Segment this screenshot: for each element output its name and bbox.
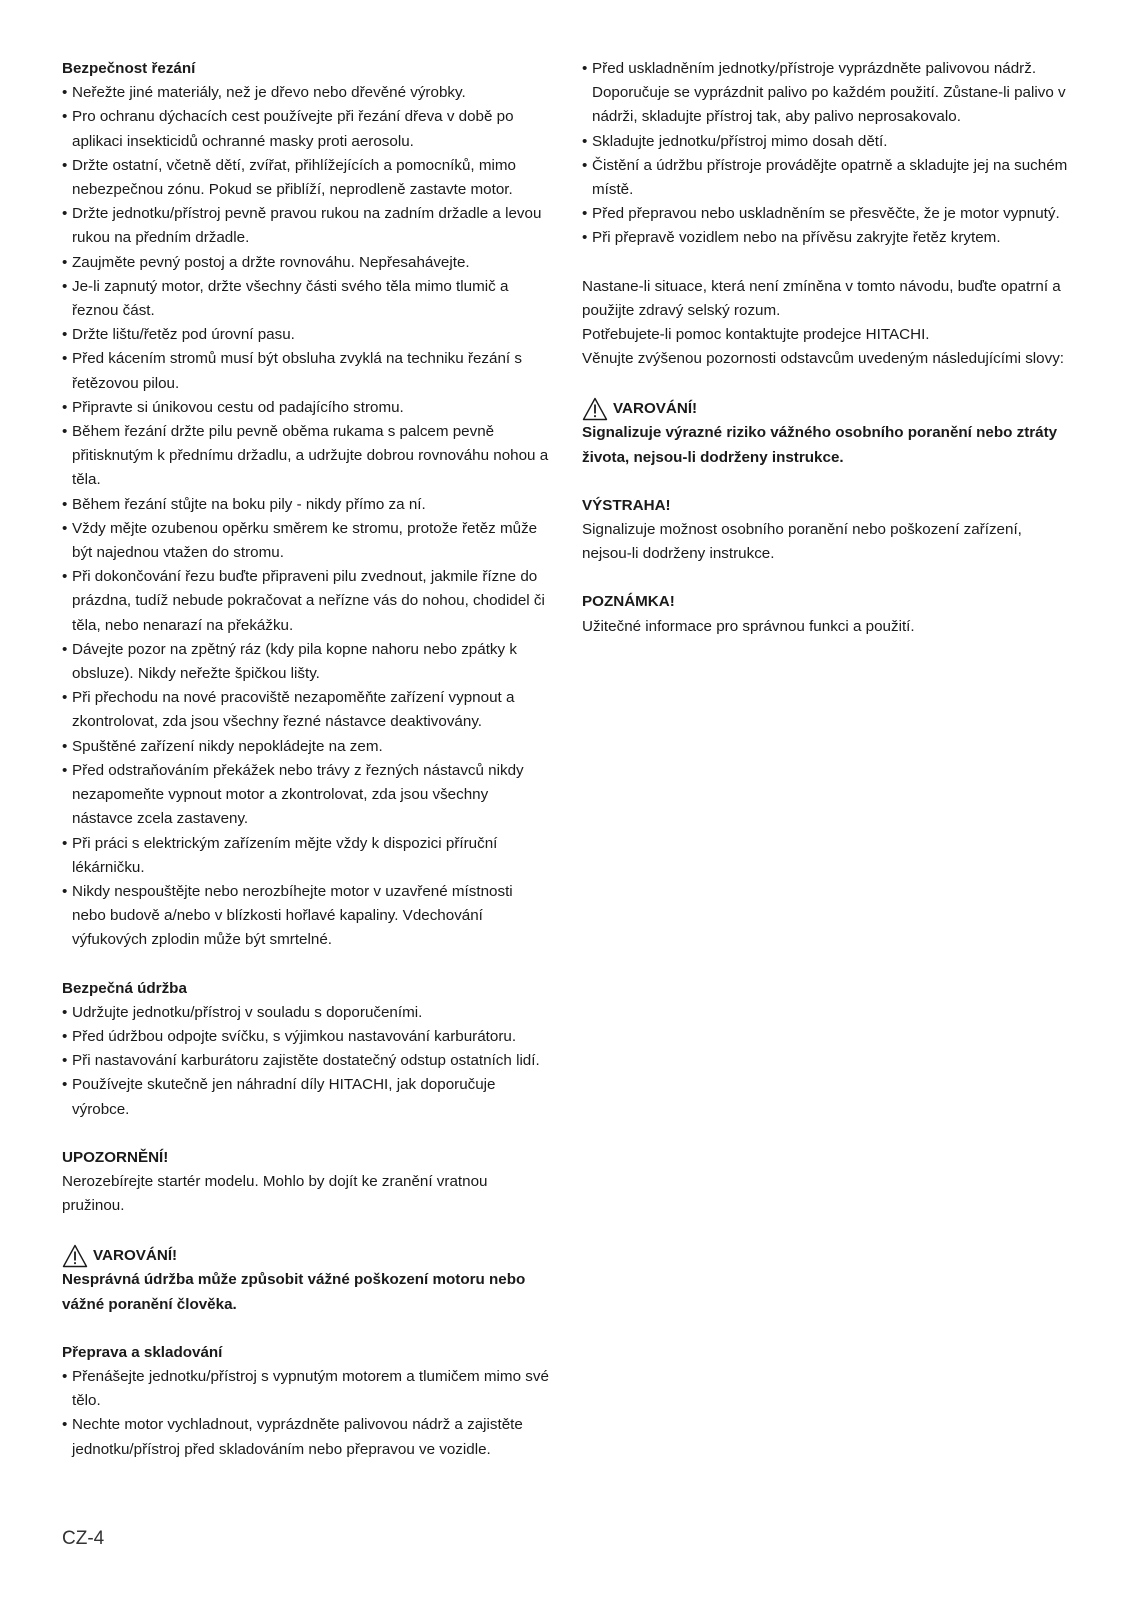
list-item: • Udržujte jednotku/přístroj v souladu s doporučeními. (62, 1001, 550, 1025)
list-item: • Při nastavování karburátoru zajistěte dostatečný odstup ostatních lidí. (62, 1049, 550, 1073)
list-item: • Při práci s elektrickým zařízením mějte vždy k dispozici příruční lékárničku. (62, 832, 550, 880)
intro-paragraph (582, 275, 1072, 372)
cutting-safety-list (62, 81, 550, 952)
list-item: • Připravte si únikovou cestu od padajícího stromu. (62, 396, 550, 420)
list-item: • Před údržbou odpojte svíčku, s výjimkou nastavování karburátoru. (62, 1025, 550, 1049)
list-item: • Pro ochranu dýchacích cest používejte při řezání dřeva v době po aplikaci insekticidů ochranné masky proti aerosolu. (62, 105, 550, 153)
right-column (582, 57, 1072, 639)
list-item: • Držte lištu/řetěz pod úrovní pasu. (62, 323, 550, 347)
list-item: • Před přepravou nebo uskladněním se přesvěčte, že je motor vypnutý. (582, 202, 1072, 226)
list-item: • Během řezání stůjte na boku pily - nikdy přímo za ní. (62, 493, 550, 517)
warning-heading-label: VAROVÁNÍ! (613, 400, 698, 418)
list-item: • Při přechodu na nové pracoviště nezapoměňte zařízení vypnout a zkontrolovat, zda jsou všechny řezné nástavce deaktivovány. (62, 686, 550, 734)
list-item: • Používejte skutečně jen náhradní díly HITACHI, jak doporučuje výrobce. (62, 1073, 550, 1121)
list-item: • Držte jednotku/přístroj pevně pravou rukou na zadním držadle a levou rukou na předním držadle. (62, 202, 550, 250)
warning-heading (582, 395, 1072, 421)
list-item: • Přenášejte jednotku/přístroj s vypnutým motorem a tlumičem mimo své tělo. (62, 1365, 550, 1413)
warning-triangle-icon (62, 1244, 88, 1268)
section-heading-transport: Přeprava a skladování (62, 1343, 223, 1361)
list-item: • Vždy mějte ozubenou opěrku směrem ke stromu, protože řetěz může být najednou vtažen do stromu. (62, 517, 550, 565)
caution-text: Nerozebírejte startér modelu. Mohlo by dojít ke zranění vratnou pružinou. (62, 1172, 488, 1215)
list-item: • Před odstraňováním překážek nebo trávy z řezných nástavců nikdy nezapomeňte vypnout motor a zkontrolovat, zda jsou všechny nástavce zcela zastaveny. (62, 759, 550, 832)
list-item: • Dávejte pozor na zpětný ráz (kdy pila kopne nahoru nebo zpátky k obsluze). Nikdy neřežte špičkou lišty. (62, 638, 550, 686)
list-item: • Skladujte jednotku/přístroj mimo dosah dětí. (582, 130, 1072, 154)
list-item: • Zaujměte pevný postoj a držte rovnováhu. Nepřesahávejte. (62, 251, 550, 275)
page-number: CZ-4 (62, 1528, 105, 1549)
transport-list (62, 1365, 550, 1462)
list-item: • Neřežte jiné materiály, než je dřevo nebo dřevěné výrobky. (62, 81, 550, 105)
left-column (62, 57, 550, 1462)
alert-definition: Signalizuje možnost osobního poranění nebo poškození zařízení, nejsou-li dodrženy instrukce. (582, 521, 1022, 563)
intro-line: Věnujte zvýšenou pozornosti odstavcům uvedeným následujícími slovy: (582, 350, 1065, 368)
note-heading: POZNÁMKA! (582, 593, 675, 611)
safe-maintenance-list (62, 1001, 550, 1122)
warning-text: Nesprávná údržba může způsobit vážné poškození motoru nebo vážné poranění člověka. (62, 1271, 526, 1313)
warning-definition: Signalizuje výrazné riziko vážného osobního poranění nebo ztráty života, nejsou-li dodrženy instrukce. (582, 424, 1058, 466)
warning-heading (62, 1242, 550, 1268)
warning-heading-label: VAROVÁNÍ! (93, 1247, 178, 1265)
list-item: • Před uskladněním jednotky/přístroje vyprázdněte palivovou nádrž. Doporučuje se vyprázdnit palivo po každém použití. Zůstane-li palivo v nádrži, skladujte přístroj tak, aby palivo neprosakovalo. (582, 57, 1072, 130)
list-item: • Před kácením stromů musí být obsluha zvyklá na techniku řezání s řetězovou pilou. (62, 347, 550, 395)
list-item: • Při dokončování řezu buďte připraveni pilu zvednout, jakmile řízne do prázdna, tudíž nebude pokračovat a neřízne vás do nohou, chodidel či těla, nebo nenarazí na překážku. (62, 565, 550, 638)
intro-line: Nastane-li situace, která není zmíněna v tomto návodu, buďte opatrní a použijte zdravý selský rozum. (582, 277, 1061, 319)
list-item: • Je-li zapnutý motor, držte všechny části svého těla mimo tlumič a řeznou část. (62, 275, 550, 323)
list-item: • Během řezání držte pilu pevně oběma rukama s palcem pevně přitisknutým k přednímu držadlu, a udržujte dobrou rovnováhu nohou a těla. (62, 420, 550, 493)
warning-triangle-icon (582, 397, 608, 421)
transport-continued-list (582, 57, 1072, 251)
list-item: • Držte ostatní, včetně dětí, zvířat, přihlížejících a pomocníků, mimo nebezpečnou zónu. Pokud se přiblíží, neprodleně zastavte motor. (62, 154, 550, 202)
list-item: • Nechte motor vychladnout, vyprázdněte palivovou nádrž a zajistěte jednotku/přístroj před skladováním nebo přepravou ve vozidle. (62, 1413, 550, 1461)
caution-heading: UPOZORNĚNÍ! (62, 1148, 169, 1166)
list-item: • Spuštěné zařízení nikdy nepokládejte na zem. (62, 735, 550, 759)
note-definition: Užitečné informace pro správnou funkci a použití. (582, 617, 915, 635)
section-heading-safe-maintenance: Bezpečná údržba (62, 979, 187, 997)
alert-heading: VÝSTRAHA! (582, 496, 671, 514)
list-item: • Čistění a údržbu přístroje provádějte opatrně a skladujte jej na suchém místě. (582, 154, 1072, 202)
section-heading-cutting-safety: Bezpečnost řezání (62, 60, 196, 77)
intro-line: Potřebujete-li pomoc kontaktujte prodejce HITACHI. (582, 326, 930, 344)
list-item: • Nikdy nespouštějte nebo nerozbíhejte motor v uzavřené místnosti nebo budově a/nebo v blízkosti hořlavé kapaliny. Vdechování výfukových zplodin může být smrtelné. (62, 880, 550, 953)
list-item: • Při přepravě vozidlem nebo na přívěsu zakryjte řetěz krytem. (582, 226, 1072, 250)
